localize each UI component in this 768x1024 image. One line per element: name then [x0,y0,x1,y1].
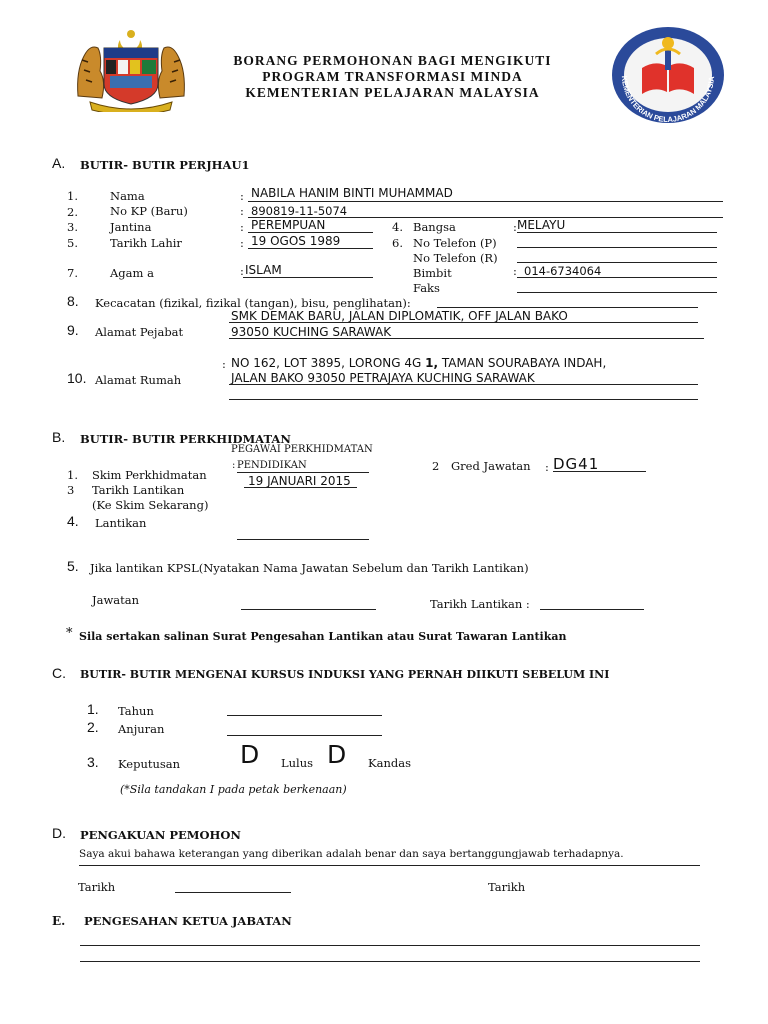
item-number: 2 [432,459,440,473]
item-number: 5. [67,236,78,250]
alamat-pejabat-line2[interactable]: 93050 KUCHING SARAWAK [231,325,392,339]
bimbit-value[interactable]: 014-6734064 [524,264,602,278]
item-number: 7. [67,266,78,280]
gred-value[interactable]: DG41 [553,455,600,473]
section-a-title: BUTIR- BUTIR PERJHAU1 [80,158,250,172]
colon: : [240,264,244,278]
alamat-rumah-underline3[interactable] [229,399,698,400]
alamat-pejabat-underline1 [229,322,698,323]
pengesahan-line-2[interactable] [80,961,700,962]
form-title-line2: PROGRAM TRANSFORMASI MINDA [262,69,523,84]
alamat-rumah-line1-prefix: NO 162, LOT 3895, LORONG 4G [231,356,422,370]
alamat-rumah-line1-bold: 1, [425,356,439,370]
section-d-title: PENGAKUAN PEMOHON [80,828,241,842]
tarikh-lantikan-label: Tarikh Lantikan [92,483,185,497]
note-star: * [66,626,73,641]
section-e-letter: E. [52,914,66,928]
form-title-line3: KEMENTERIAN PELAJARAN MALAYSIA [245,85,540,100]
item-number: 3 [67,483,75,497]
alamat-rumah-underline2 [229,384,698,385]
item-number: 1. [67,189,78,203]
tarikh-label-1: Tarikh [78,880,116,894]
item-number: 4. [67,513,79,529]
lantikan-label: Lantikan [95,516,147,530]
pengesahan-line-1[interactable] [80,945,700,946]
alamat-pejabat-line1[interactable]: SMK DEMAK BARU, JALAN DIPLOMATIK, OFF JALAN BAKO [231,309,568,323]
bimbit-label: Bimbit [413,266,452,280]
item-number: 5. [67,558,79,574]
lulus-checkbox[interactable]: D [240,740,260,769]
tahun-label: Tahun [118,704,154,718]
tarikh-lantikan-kpsl-line[interactable] [540,609,644,610]
item-number: 10. [67,370,87,386]
keputusan-label: Keputusan [118,757,181,771]
tarikh-lantikan-line [244,487,357,488]
gred-line [553,471,646,472]
tarikh-lantikan-sublabel: (Ke Skim Sekarang) [92,498,209,512]
telefon-r-line[interactable] [517,262,717,263]
pengakuan-statement: Saya akui bahawa keterangan yang diberikan adalah benar dan saya bertanggungjawab terhadapnya. [79,848,624,860]
kpsl-label: Jika lantikan KPSL(Nyatakan Nama Jawatan Sebelum dan Tarikh Lantikan) [90,561,529,575]
gred-label: Gred Jawatan [451,459,531,473]
kpm-ministry-logo [608,24,728,126]
section-d-letter: D. [52,825,66,841]
colon: : [545,460,549,474]
lantikan-line[interactable] [237,539,369,540]
alamat-pejabat-underline2 [229,338,704,339]
kandas-label: Kandas [368,756,411,770]
skim-value-top: PEGAWAI PERKHIDMATAN [231,444,373,455]
tarikh-lahir-label: Tarikh Lahir [110,236,182,250]
item-number: 1. [67,468,78,482]
colon: : [240,236,244,250]
agama-value[interactable]: ISLAM [245,263,282,277]
bimbit-line [517,277,717,278]
faks-label: Faks [413,281,440,295]
keputusan-note: (*Sila tandakan I pada petak berkenaan) [120,783,347,796]
kecacatan-line[interactable] [437,307,698,308]
bangsa-value[interactable]: MELAYU [517,218,566,232]
skim-line [237,472,369,473]
section-b-letter: B. [52,429,66,445]
jantina-line [248,232,373,233]
alamat-pejabat-label: Alamat Pejabat [95,325,184,339]
skim-value[interactable]: PENDIDIKAN [237,460,307,471]
alamat-rumah-label: Alamat Rumah [95,373,182,387]
tarikh-lahir-value[interactable]: 19 OGOS 1989 [251,234,341,248]
telefon-r-label: No Telefon (R) [413,251,498,265]
colon: : [240,220,244,234]
tarikh-lantikan-value[interactable]: 19 JANUARI 2015 [248,474,351,488]
item-number: 3. [87,754,99,770]
section-e-title: PENGESAHAN KETUA JABATAN [84,914,292,928]
telefon-p-label: No Telefon (P) [413,236,497,250]
jantina-label: Jantina [110,220,152,234]
section-c-letter: C. [52,665,66,681]
item-number: 4. [392,220,403,234]
item-number: 8. [67,293,79,309]
kandas-checkbox[interactable]: D [327,740,347,769]
bangsa-line [517,232,717,233]
tarikh-lantikan-kpsl-label: Tarikh Lantikan : [430,597,530,611]
agama-line [243,277,373,278]
tandatangan-line[interactable] [175,892,291,893]
nama-label: Nama [110,189,145,203]
alamat-rumah-line1[interactable] [231,356,606,370]
lantikan-note: Sila sertakan salinan Surat Pengesahan Lantikan atau Surat Tawaran Lantikan [79,630,567,643]
item-number: 1. [87,701,99,717]
item-number: 6. [392,236,403,250]
jawatan-label: Jawatan [92,593,140,607]
anjuran-label: Anjuran [118,722,165,736]
item-number: 9. [67,322,79,338]
nokp-value[interactable]: 890819-11-5074 [251,204,348,218]
nama-value[interactable]: NABILA HANIM BINTI MUHAMMAD [251,186,453,200]
tarikh-label-2: Tarikh [488,880,526,894]
item-number: 2. [87,719,99,735]
nokp-label: No KP (Baru) [110,204,188,218]
form-title-line1: BORANG PERMOHONAN BAGI MENGIKUTI [233,53,552,68]
bangsa-label: Bangsa [413,220,456,234]
section-b-title: BUTIR- BUTIR PERKHIDMATAN [80,432,291,446]
telefon-p-line[interactable] [517,247,717,248]
kecacatan-label: Kecacatan (fizikal, fizikal (tangan), bisu, penglihatan): [95,296,411,310]
jawatan-line[interactable] [241,609,376,610]
section-a-letter: A. [52,155,66,171]
lulus-label: Lulus [281,756,314,770]
colon: : [240,204,244,218]
agama-label: Agam a [110,266,154,280]
svg-text:KEMENTERIAN PELAJARAN MALAYSIA: KEMENTERIAN PELAJARAN MALAYSIA [619,75,717,125]
colon: : [222,357,226,371]
jantina-value[interactable]: PEREMPUAN [251,218,326,232]
statement-line [79,865,700,866]
alamat-rumah-line1-suffix: TAMAN SOURABAYA INDAH, [441,356,607,370]
tarikh-lahir-line [248,248,373,249]
colon: : [240,189,244,203]
alamat-rumah-line2[interactable]: JALAN BAKO 93050 PETRAJAYA KUCHING SARAWAK [231,371,535,385]
section-c-title: BUTIR- BUTIR MENGENAI KURSUS INDUKSI YANG PERNAH DIIKUTI SEBELUM INI [80,668,610,681]
item-number: 3. [67,220,78,234]
nama-line [248,201,723,202]
colon: : [513,220,517,234]
anjuran-line[interactable] [227,735,382,736]
item-number: 2. [67,205,78,219]
faks-line[interactable] [517,292,717,293]
colon: : [232,460,236,471]
colon: : [513,264,517,278]
skim-label: Skim Perkhidmatan [92,468,207,482]
tahun-line[interactable] [227,715,382,716]
malaysia-crest-logo [72,26,190,112]
